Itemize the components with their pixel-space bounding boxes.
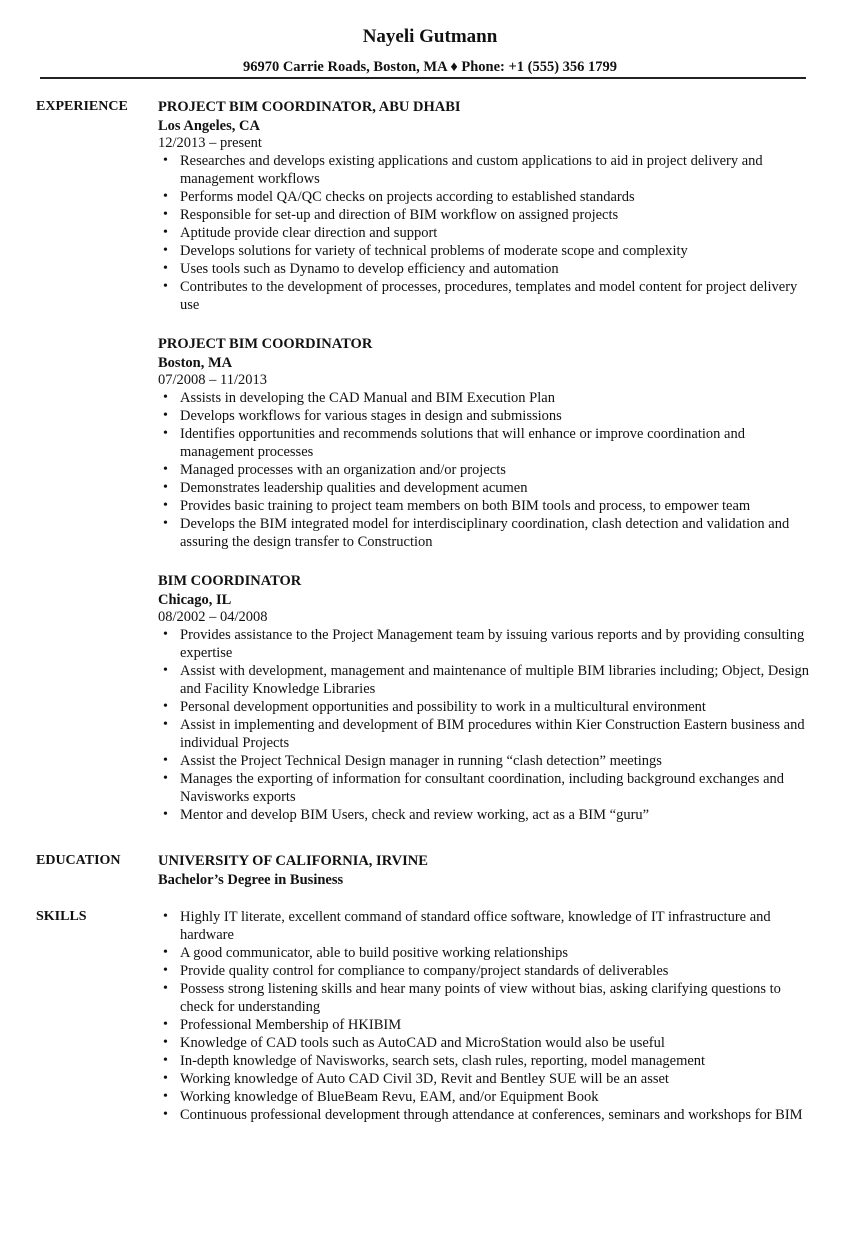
job-title: BIM COORDINATOR	[158, 573, 302, 589]
skills-bullets	[158, 908, 814, 1124]
job-entry	[158, 572, 814, 824]
job-entry	[158, 98, 814, 314]
job-dates: 12/2013 – present	[158, 135, 262, 151]
bullet-item: • Demonstrates leadership qualities and development acumen	[158, 479, 814, 497]
job-bullets	[158, 626, 814, 824]
candidate-name: Nayeli Gutmann	[362, 26, 498, 47]
skills-list	[158, 908, 814, 1124]
bullet-item: • Aptitude provide clear direction and support	[158, 224, 814, 242]
bullet-item: • Assist the Project Technical Design manager in running “clash detection” meetings	[158, 752, 814, 770]
bullet-item: • Provides assistance to the Project Management team by issuing various reports and by providing consulting expertise	[158, 626, 814, 662]
job-entry	[158, 335, 814, 551]
bullet-item: • Managed processes with an organization and/or projects	[158, 461, 814, 479]
contact-line: 96970 Carrie Roads, Boston, MA ♦ Phone: +1 (555) 356 1799	[242, 59, 618, 75]
skill-item: • Possess strong listening skills and hear many points of view without bias, asking clarifying questions to check for understanding	[158, 980, 814, 1016]
bullet-item: • Develops solutions for variety of technical problems of moderate scope and complexity	[158, 242, 814, 260]
education-entry	[158, 852, 814, 889]
skill-item: • Knowledge of CAD tools such as AutoCAD and MicroStation would also be useful	[158, 1034, 814, 1052]
skill-item: • Continuous professional development through attendance at conferences, seminars and workshops for BIM	[158, 1106, 814, 1124]
school-name: UNIVERSITY OF CALIFORNIA, IRVINE	[158, 853, 428, 869]
job-location: Boston, MA	[158, 355, 233, 371]
job-title: PROJECT BIM COORDINATOR	[158, 336, 373, 352]
bullet-item: • Develops the BIM integrated model for interdisciplinary coordination, clash detection and validation and assuring the design transfer to Construction	[158, 515, 814, 551]
bullet-item: • Performs model QA/QC checks on projects according to established standards	[158, 188, 814, 206]
section-label-education: EDUCATION	[36, 853, 121, 868]
degree: Bachelor’s Degree in Business	[158, 872, 344, 888]
bullet-item: • Researches and develops existing applications and custom applications to aid in project delivery and management workflows	[158, 152, 814, 188]
section-label-experience: EXPERIENCE	[36, 99, 128, 114]
bullet-item: • Develops workflows for various stages in design and submissions	[158, 407, 814, 425]
job-location: Los Angeles, CA	[158, 118, 260, 134]
bullet-item: • Uses tools such as Dynamo to develop efficiency and automation	[158, 260, 814, 278]
bullet-item: • Responsible for set-up and direction of BIM workflow on assigned projects	[158, 206, 814, 224]
bullet-item: • Personal development opportunities and possibility to work in a multicultural environment	[158, 698, 814, 716]
skill-item: • Working knowledge of Auto CAD Civil 3D, Revit and Bentley SUE will be an asset	[158, 1070, 814, 1088]
bullet-item: • Manages the exporting of information for consultant coordination, including background exchanges and Navisworks exports	[158, 770, 814, 806]
job-dates: 07/2008 – 11/2013	[158, 372, 268, 388]
job-bullets	[158, 152, 814, 314]
bullet-item: • Assists in developing the CAD Manual and BIM Execution Plan	[158, 389, 814, 407]
skill-item: • In-depth knowledge of Navisworks, search sets, clash rules, reporting, model management	[158, 1052, 814, 1070]
section-label-skills: SKILLS	[36, 909, 87, 924]
bullet-item: • Assist in implementing and development of BIM procedures within Kier Construction Eastern business and individual Projects	[158, 716, 814, 752]
job-bullets	[158, 389, 814, 551]
skill-item: • Professional Membership of HKIBIM	[158, 1016, 814, 1034]
job-location: Chicago, IL	[158, 592, 232, 608]
bullet-item: • Contributes to the development of processes, procedures, templates and model content for project delivery use	[158, 278, 814, 314]
skill-item: • Highly IT literate, excellent command of standard office software, knowledge of IT infrastructure and hardware	[158, 908, 814, 944]
job-dates: 08/2002 – 04/2008	[158, 609, 268, 625]
bullet-item: • Provides basic training to project team members on both BIM tools and process, to empower team	[158, 497, 814, 515]
bullet-item: • Mentor and develop BIM Users, check and review working, act as a BIM “guru”	[158, 806, 814, 824]
experience-list	[158, 98, 814, 824]
skill-item: • A good communicator, able to build positive working relationships	[158, 944, 814, 962]
header-divider	[40, 77, 806, 79]
bullet-item: • Assist with development, management and maintenance of multiple BIM libraries including; Object, Design and Facility Knowledge Libraries	[158, 662, 814, 698]
skill-item: • Working knowledge of BlueBeam Revu, EAM, and/or Equipment Book	[158, 1088, 814, 1106]
skill-item: • Provide quality control for compliance to company/project standards of deliverables	[158, 962, 814, 980]
job-title: PROJECT BIM COORDINATOR, ABU DHABI	[158, 99, 461, 115]
bullet-item: • Identifies opportunities and recommends solutions that will enhance or improve coordination and management processes	[158, 425, 814, 461]
